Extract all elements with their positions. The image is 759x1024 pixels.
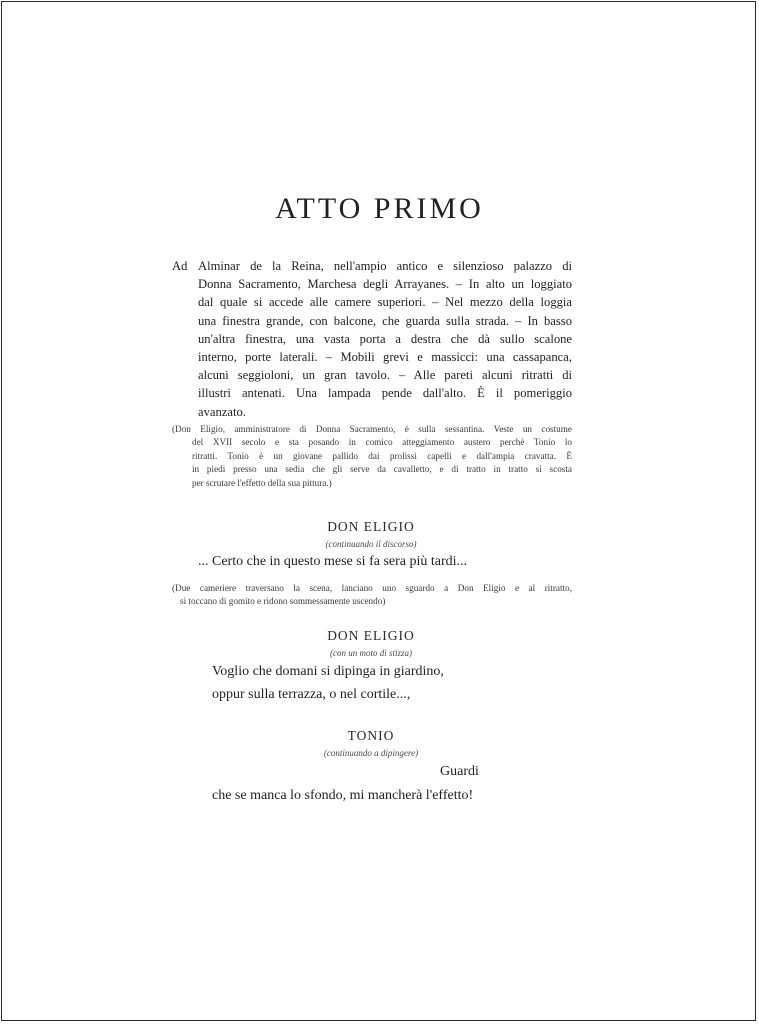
setting-line: illustri antenati. Una lampada pende dall'alto. È il pomeriggio — [198, 386, 572, 401]
acting-direction: (con un moto di stizza) — [330, 648, 412, 658]
setting-line: un'altra finestra, una vasta porta a destra che dà sullo scalone — [198, 331, 572, 346]
stage-note-line: (Due cameriere traversano la scena, lanciano uno sguardo a Don Eligio e al ritratto, — [172, 583, 572, 593]
setting-line: Donna Sacramento, Marchesa degli Arrayanes. – In alto un loggiato — [198, 277, 572, 292]
dialogue-line: oppur sulla terrazza, o nel cortile..., — [212, 687, 411, 702]
dialogue-line: Voglio che domani si dipinga in giardino, — [212, 664, 444, 679]
act-title: ATTO PRIMO — [275, 192, 484, 225]
stage-note-line: del XVII secolo e sta posando in comico atteggiamento austero perchè Tonio lo — [192, 437, 572, 448]
setting-line: avanzato. — [198, 404, 246, 419]
stage-note-line: (Don Eligio, amministratore di Donna Sacramento, è sulla sessantina. Veste un costume — [172, 424, 572, 434]
speaker-name: TONIO — [347, 728, 395, 743]
stage-note-line: ritratti. Tonio è un giovane pallido dai prolissi capelli e dall'ampia cravatta. È — [192, 450, 572, 461]
stage-note-line: si toccano di gomito e ridono sommessamente uscendo) — [180, 596, 386, 607]
setting-line: interno, porte laterali. – Mobili grevi e massicci: una cassapanca, — [198, 350, 572, 365]
setting-line: Alminar de la Reina, nell'ampio antico e silenzioso palazzo di — [198, 259, 572, 273]
stage-note-line: per scrutare l'effetto della sua pittura.) — [192, 477, 332, 488]
dialogue-line: ... Certo che in questo mese si fa sera più tardi... — [198, 554, 468, 569]
setting-line: alcuni seggioloni, un gran tavolo. – Alle pareti alcuni ritratti di — [198, 368, 572, 383]
setting-line: dal quale si accede alle camere superiori. – Nel mezzo della loggia — [198, 295, 572, 310]
stage-direction-characters — [172, 423, 572, 490]
setting-lead-word: Ad — [172, 259, 188, 273]
setting-line: una finestra grande, con balcone, che guarda sulla strada. – In basso — [198, 313, 572, 328]
dialogue-line: Guardi — [440, 764, 479, 779]
acting-direction: (continuando il discorso) — [325, 539, 417, 549]
stage-direction-maids — [172, 582, 572, 609]
dialogue-line: che se manca lo sfondo, mi mancherà l'effetto! — [212, 788, 474, 803]
stage-note-line: in piedi presso una sedia che gli serve da cavalletto, e di tratto in tratto si scosta — [192, 464, 572, 475]
speaker-name: DON ELIGIO — [327, 519, 415, 534]
page-frame — [1, 1, 756, 1021]
setting-body — [198, 257, 572, 421]
acting-direction: (continuando a dipingere) — [323, 748, 419, 758]
speaker-name: DON ELIGIO — [327, 628, 415, 643]
setting-description — [172, 257, 572, 421]
